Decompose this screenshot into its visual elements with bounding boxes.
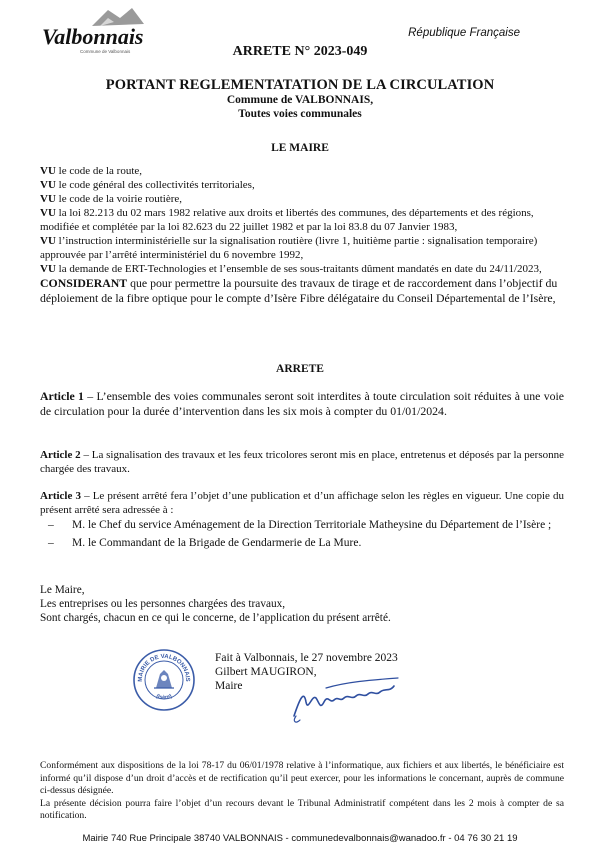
visa-text: le code général des collectivités territoriales, bbox=[55, 179, 255, 191]
considerant-text: que pour permettre la poursuite des travaux de tirage et de raccordement dans l’objectif du déploiement de la fibre optique pour le compte d’Isère Fibre délégataire du Conseil Départemental de l’Isère, bbox=[40, 276, 558, 305]
signature-icon bbox=[286, 668, 426, 728]
visa-keyword: VU bbox=[40, 165, 56, 177]
article-1 bbox=[40, 389, 564, 419]
signatory-name: Gilbert MAUGIRON, bbox=[215, 666, 317, 678]
article-text: – La signalisation des travaux et les feux tricolores seront mis en place, entretenus et déposés par la personne chargée des travaux. bbox=[40, 449, 564, 475]
visa-line bbox=[40, 192, 564, 206]
recipients-list bbox=[40, 518, 564, 553]
article-3 bbox=[40, 489, 564, 517]
visa-line bbox=[40, 234, 564, 262]
visa-text: le code de la voirie routière, bbox=[55, 193, 183, 205]
recipient-text: M. le Chef du service Aménagement de la Direction Territoriale Matheysine du Département de l’Isère ; bbox=[72, 519, 552, 531]
commune-subtitle: Commune de VALBONNAIS, bbox=[226, 94, 374, 106]
le-maire-heading: LE MAIRE bbox=[271, 142, 329, 154]
visa-text: la demande de ERT-Technologies et l’ensemble de ses sous-traitants dûment mandatés en date du 24/11/2023, bbox=[55, 263, 542, 275]
republique-francaise: République Française bbox=[408, 27, 520, 39]
closing-block bbox=[40, 583, 564, 625]
arrete-number: ARRETE N° 2023-049 bbox=[232, 44, 368, 59]
svg-text:MAIRIE DE VALBONNAIS: MAIRIE DE VALBONNAIS bbox=[137, 653, 191, 682]
signatory-role: Maire bbox=[215, 680, 243, 692]
visa-text: l’instruction interministérielle sur la signalisation routière (livre 1, huitième partie : signalisation temporaire) approuvée par l’arrêté interministériel du 6 novembre 1992, bbox=[40, 235, 538, 261]
article-keyword: Article 3 bbox=[40, 490, 81, 502]
svg-text:(Isère): (Isère) bbox=[155, 693, 173, 701]
considerant-keyword: CONSIDERANT bbox=[40, 276, 128, 290]
document-title: PORTANT REGLEMENTATATION DE LA CIRCULATION bbox=[105, 77, 495, 93]
visa-keyword: VU bbox=[40, 207, 56, 219]
visas-block bbox=[40, 164, 564, 305]
article-2 bbox=[40, 448, 564, 476]
article-keyword: Article 1 bbox=[40, 389, 84, 403]
place-date: Fait à Valbonnais, le 27 novembre 2023 bbox=[215, 652, 398, 664]
mairie-seal-stamp bbox=[132, 648, 196, 712]
visa-keyword: VU bbox=[40, 179, 56, 191]
visa-line bbox=[40, 164, 564, 178]
dash-bullet: – bbox=[48, 536, 54, 549]
handwritten-signature bbox=[286, 668, 426, 728]
article-keyword: Article 2 bbox=[40, 449, 81, 461]
considerant-line bbox=[40, 276, 564, 305]
visa-line bbox=[40, 262, 564, 276]
closing-line: Sont chargés, chacun en ce qui le concerne, de l’application du présent arrêté. bbox=[40, 612, 391, 624]
visa-keyword: VU bbox=[40, 263, 56, 275]
logo-tagline: Commune de Valbonnais bbox=[80, 49, 131, 54]
visa-line bbox=[40, 206, 564, 234]
legal-notice-paragraph: Conformément aux dispositions de la loi 78-17 du 06/01/1978 relative à l’informatique, aux fichiers et aux libertés, le bénéficiaire est informé qu’il dispose d’un droit d’accès et de rectification qu’il peut exercer, pour les informations le concernant, auprès de commune ci-dessus désignée. bbox=[40, 760, 564, 796]
visa-line bbox=[40, 178, 564, 192]
seal-icon bbox=[132, 648, 196, 712]
closing-line: Le Maire, bbox=[40, 584, 85, 596]
recipient-item bbox=[40, 518, 564, 533]
closing-line: Les entreprises ou les personnes chargées des travaux, bbox=[40, 598, 286, 610]
legal-notice-paragraph: La présente décision pourra faire l’objet d’un recours devant le Tribunal Administratif compétent dans les 2 mois à compter de sa notification. bbox=[40, 797, 564, 821]
visa-keyword: VU bbox=[40, 235, 56, 247]
legal-notice bbox=[40, 760, 564, 823]
visa-text: le code de la route, bbox=[55, 165, 143, 177]
recipient-text: M. le Commandant de la Brigade de Gendarmerie de La Mure. bbox=[72, 536, 362, 549]
logo-wordmark: Valbonnais bbox=[42, 24, 144, 49]
scope-subtitle: Toutes voies communales bbox=[238, 108, 362, 120]
article-text: – L’ensemble des voies communales seront soit interdites à toute circulation soit réduites à une voie de circulation pour la durée d’intervention dans les six mois à compter du 01/01/2024. bbox=[40, 389, 564, 418]
visa-text: la loi 82.213 du 02 mars 1982 relative aux droits et libertés des communes, des départements et des régions, modifiée et complétée par la loi 82.623 du 22 juillet 1982 et par la loi 83.8 du 07 Janvier 1983, bbox=[40, 207, 534, 233]
dash-bullet: – bbox=[48, 519, 54, 531]
article-text: – Le présent arrêté fera l’objet d’une publication et d’un affichage selon les règles en vigueur. Une copie du présent arrêté sera adressée à : bbox=[40, 490, 564, 516]
recipient-item bbox=[40, 536, 564, 551]
visa-keyword: VU bbox=[40, 193, 56, 205]
mairie-address-footer: Mairie 740 Rue Principale 38740 VALBONNAIS - communedevalbonnais@wanadoo.fr - 04 76 30 21 19 bbox=[82, 833, 518, 844]
arrete-heading: ARRETE bbox=[276, 363, 324, 375]
